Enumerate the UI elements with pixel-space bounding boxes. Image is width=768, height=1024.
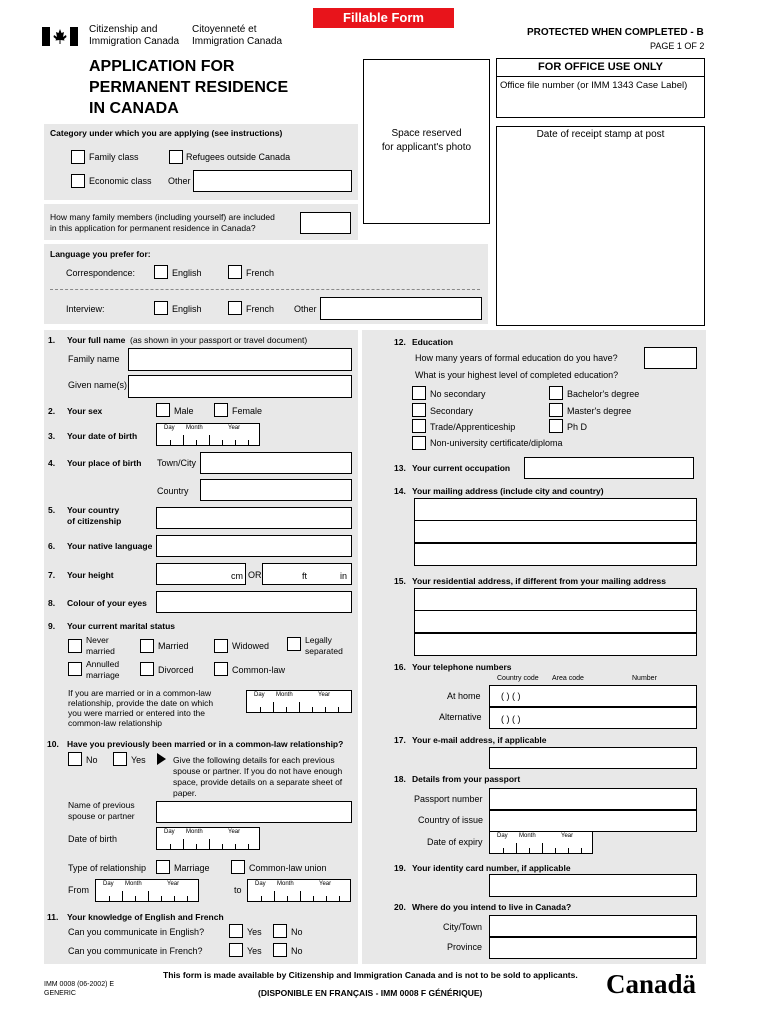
q4-number: 4. xyxy=(48,458,56,468)
french-yes-label: Yes xyxy=(247,946,262,956)
dept-fr-line1: Citoyenneté et xyxy=(192,24,257,35)
photo-text-1: Space reserved xyxy=(391,128,462,139)
footer-note: This form is made available by Citizenship and Immigration Canada and is not to be sold to applicants. xyxy=(163,970,578,980)
mailing-address-line2[interactable] xyxy=(414,520,697,543)
q10-label: Have you previously been married or in a common-law relationship? xyxy=(67,739,344,749)
q10-give-4: paper. xyxy=(173,788,197,798)
rel-common-law-checkbox[interactable] xyxy=(231,860,245,874)
dept-fr-line2: Immigration Canada xyxy=(192,36,283,47)
french-yes-checkbox[interactable] xyxy=(229,943,243,957)
never-married-checkbox[interactable] xyxy=(68,639,82,653)
height-or: OR xyxy=(248,570,262,580)
q5-number: 5. xyxy=(48,505,56,515)
never-married-label-2: married xyxy=(86,646,115,656)
q15-label: Your residential address, if different from your mailing address xyxy=(412,576,666,586)
q19-number: 19. xyxy=(394,863,406,873)
english-yes-checkbox[interactable] xyxy=(229,924,243,938)
prev-dob-label: Date of birth xyxy=(68,834,118,844)
protected-label: PROTECTED WHEN COMPLETED - B xyxy=(527,27,704,38)
mailing-address-line3[interactable] xyxy=(414,543,697,566)
divorced-checkbox[interactable] xyxy=(140,662,154,676)
french-no-checkbox[interactable] xyxy=(273,943,287,957)
q20-number: 20. xyxy=(394,902,406,912)
alt-phone-label: Alternative xyxy=(439,712,482,722)
height-ft-unit: ft xyxy=(302,571,308,581)
category-other-label: Other xyxy=(168,176,191,186)
marriage-date-text-1: If you are married or in a common-law xyxy=(68,688,212,698)
eye-colour-input[interactable] xyxy=(156,591,352,613)
birth-town-label: Town/City xyxy=(157,458,197,468)
refugees-label: Refugees outside Canada xyxy=(186,152,291,162)
citizenship-input[interactable] xyxy=(156,507,352,529)
q14-number: 14. xyxy=(394,486,406,496)
legally-separated-label-2: separated xyxy=(305,646,343,656)
married-checkbox[interactable] xyxy=(140,639,154,653)
english-no-checkbox[interactable] xyxy=(273,924,287,938)
birth-country-input[interactable] xyxy=(200,479,352,501)
phd-label: Ph D xyxy=(567,422,588,432)
bachelor-checkbox[interactable] xyxy=(549,386,563,400)
english-yes-label: Yes xyxy=(247,927,262,937)
q11-label: Your knowledge of English and French xyxy=(67,912,224,922)
form-title-2: PERMANENT RESIDENCE xyxy=(89,79,289,96)
q18-number: 18. xyxy=(394,774,406,784)
secondary-label: Secondary xyxy=(430,406,474,416)
phd-checkbox[interactable] xyxy=(549,419,563,433)
family-name-input[interactable] xyxy=(128,348,352,371)
master-checkbox[interactable] xyxy=(549,403,563,417)
from-label: From xyxy=(68,885,89,895)
q2-label: Your sex xyxy=(67,406,103,416)
city-label: City/Town xyxy=(443,922,483,932)
q10-give-1: Give the following details for each previous xyxy=(173,755,335,765)
annulled-checkbox[interactable] xyxy=(68,662,82,676)
receipt-stamp-label: Date of receipt stamp at post xyxy=(536,129,665,140)
q10-number: 10. xyxy=(47,739,59,749)
page-number: PAGE 1 OF 2 xyxy=(650,41,705,51)
family-class-label: Family class xyxy=(89,152,139,162)
edu-years-input[interactable] xyxy=(644,347,697,369)
sex-female-label: Female xyxy=(232,406,263,416)
members-question-1: How many family members (including yourself) are included xyxy=(50,212,275,222)
trade-label: Trade/Apprenticeship xyxy=(430,422,516,432)
interview-english-label: English xyxy=(172,304,202,314)
q6-label: Your native language xyxy=(67,541,153,551)
mailing-address-line1[interactable] xyxy=(414,498,697,521)
interview-other-label: Other xyxy=(294,304,317,314)
family-name-label: Family name xyxy=(68,354,120,364)
canada-flag-icon xyxy=(42,27,78,46)
dept-en-line1: Citizenship and xyxy=(89,24,158,35)
number-label: Number xyxy=(632,675,657,682)
q12-number: 12. xyxy=(394,337,406,347)
given-names-label: Given name(s) xyxy=(68,380,128,390)
english-no-label: No xyxy=(291,927,303,937)
married-label: Married xyxy=(158,641,189,651)
native-language-input[interactable] xyxy=(156,535,352,557)
common-law-label: Common-law xyxy=(232,665,286,675)
edu-level-question: What is your highest level of completed education? xyxy=(415,370,619,380)
given-names-input[interactable] xyxy=(128,375,352,398)
q15-number: 15. xyxy=(394,576,406,586)
alt-phone-parens: ( ) ( ) xyxy=(501,714,521,724)
canada-wordmark: Canadä xyxy=(606,969,697,999)
widowed-checkbox[interactable] xyxy=(214,639,228,653)
interview-french-checkbox[interactable] xyxy=(228,301,242,315)
economic-class-label: Economic class xyxy=(89,176,152,186)
bachelor-label: Bachelor's degree xyxy=(567,389,640,399)
category-label: Category under which you are applying (see instructions) xyxy=(50,128,283,138)
q9-number: 9. xyxy=(48,621,56,631)
economic-class-checkbox[interactable] xyxy=(71,174,85,188)
q5-label-1: Your country xyxy=(67,505,120,515)
corr-french-checkbox[interactable] xyxy=(228,265,242,279)
to-date-input[interactable]: Day Month Year xyxy=(247,879,351,902)
province-input[interactable] xyxy=(489,937,697,959)
q9-label: Your current marital status xyxy=(67,621,176,631)
annulled-label-1: Annulled xyxy=(86,659,120,669)
q16-number: 16. xyxy=(394,662,406,672)
members-count-input[interactable] xyxy=(300,212,351,234)
secondary-checkbox[interactable] xyxy=(412,403,426,417)
corr-english-label: English xyxy=(172,268,202,278)
office-file-label: Office file number (or IMM 1343 Case Label) xyxy=(500,80,688,91)
q8-label: Colour of your eyes xyxy=(67,598,147,608)
occupation-input[interactable] xyxy=(524,457,694,479)
marriage-date-text-4: common-law relationship xyxy=(68,718,163,728)
height-in-unit: in xyxy=(340,571,348,581)
form-title-3: IN CANADA xyxy=(89,100,179,117)
q17-label: Your e-mail address, if applicable xyxy=(412,735,547,745)
english-question: Can you communicate in English? xyxy=(68,927,205,937)
prev-spouse-label-1: Name of previous xyxy=(68,800,135,810)
family-class-checkbox[interactable] xyxy=(71,150,85,164)
height-cm-unit: cm xyxy=(231,571,243,581)
residential-address-line3[interactable] xyxy=(414,633,697,656)
email-input[interactable] xyxy=(489,747,697,769)
passport-number-input[interactable] xyxy=(489,788,697,810)
fillable-form-banner: Fillable Form xyxy=(313,8,454,28)
common-law-checkbox[interactable] xyxy=(214,662,228,676)
dept-en-line2: Immigration Canada xyxy=(89,36,180,47)
rel-common-law-label: Common-law union xyxy=(249,863,327,873)
marriage-date-text-2: relationship, provide the date on which xyxy=(68,698,214,708)
q13-number: 13. xyxy=(394,463,406,473)
annulled-label-2: marriage xyxy=(86,670,120,680)
country-issue-input[interactable] xyxy=(489,810,697,832)
q8-number: 8. xyxy=(48,598,56,608)
q2-number: 2. xyxy=(48,406,56,416)
prev-married-yes-checkbox[interactable] xyxy=(113,752,127,766)
home-phone-parens: ( ) ( ) xyxy=(501,691,521,701)
city-input[interactable] xyxy=(489,915,697,937)
q16-label: Your telephone numbers xyxy=(412,662,512,672)
sex-male-label: Male xyxy=(174,406,194,416)
corr-french-label: French xyxy=(246,268,275,278)
dob-input[interactable]: Day Month Year xyxy=(156,423,260,446)
office-use-title: FOR OFFICE USE ONLY xyxy=(538,61,663,73)
prev-dob-input[interactable]: Day Month Year xyxy=(156,827,260,850)
q6-number: 6. xyxy=(48,541,56,551)
q17-number: 17. xyxy=(394,735,406,745)
home-phone-label: At home xyxy=(447,691,481,701)
q5-label-2: of citizenship xyxy=(67,516,122,526)
q13-label: Your current occupation xyxy=(412,463,511,473)
q7-number: 7. xyxy=(48,570,56,580)
q7-label: Your height xyxy=(67,570,114,580)
province-label: Province xyxy=(447,942,483,952)
country-code-label: Country code xyxy=(497,675,539,682)
edu-years-question: How many years of formal education do you have? xyxy=(415,353,618,363)
q3-label: Your date of birth xyxy=(67,431,138,441)
french-question: Can you communicate in French? xyxy=(68,946,203,956)
interview-french-label: French xyxy=(246,304,275,314)
french-no-label: No xyxy=(291,946,303,956)
q14-label: Your mailing address (include city and country) xyxy=(412,486,604,496)
legally-separated-checkbox[interactable] xyxy=(287,637,301,651)
q1-label: Your full name xyxy=(67,335,126,345)
correspondence-label: Correspondence: xyxy=(66,268,136,278)
q20-label: Where do you intend to live in Canada? xyxy=(412,902,572,912)
identity-card-input[interactable] xyxy=(489,874,697,897)
rel-marriage-checkbox[interactable] xyxy=(156,860,170,874)
prev-spouse-input[interactable] xyxy=(156,801,352,823)
marriage-date-input[interactable]: Day Month Year xyxy=(246,690,352,713)
sex-male-checkbox[interactable] xyxy=(156,403,170,417)
never-married-label-1: Never xyxy=(86,635,109,645)
residential-address-line1[interactable] xyxy=(414,588,697,611)
refugees-checkbox[interactable] xyxy=(169,150,183,164)
prev-spouse-label-2: spouse or partner xyxy=(68,811,135,821)
master-label: Master's degree xyxy=(567,406,632,416)
birth-country-label: Country xyxy=(157,486,189,496)
form-title-1: APPLICATION FOR xyxy=(89,58,235,75)
interview-other-input[interactable] xyxy=(320,297,482,320)
prev-married-no-checkbox[interactable] xyxy=(68,752,82,766)
interview-english-checkbox[interactable] xyxy=(154,301,168,315)
q4-label: Your place of birth xyxy=(67,458,142,468)
expiry-label: Date of expiry xyxy=(427,837,483,847)
receipt-stamp-box xyxy=(496,126,705,326)
category-other-input[interactable] xyxy=(193,170,352,192)
to-label: to xyxy=(234,885,242,895)
q1-hint: (as shown in your passport or travel document) xyxy=(130,335,308,345)
q1-number: 1. xyxy=(48,335,56,345)
birth-town-input[interactable] xyxy=(200,452,352,474)
q11-number: 11. xyxy=(47,912,59,922)
passport-number-label: Passport number xyxy=(414,794,483,804)
widowed-label: Widowed xyxy=(232,641,270,651)
rel-marriage-label: Marriage xyxy=(174,863,210,873)
expiry-date-input[interactable]: Day Month Year xyxy=(489,831,593,854)
prev-married-no-label: No xyxy=(86,755,98,765)
prev-married-yes-label: Yes xyxy=(131,755,146,765)
interview-label: Interview: xyxy=(66,304,105,314)
q3-number: 3. xyxy=(48,431,56,441)
country-issue-label: Country of issue xyxy=(418,815,484,825)
q19-label: Your identity card number, if applicable xyxy=(412,863,571,873)
footer-french: (DISPONIBLE EN FRANÇAIS - IMM 0008 F GÉNÉRIQUE) xyxy=(258,988,483,998)
non-university-label: Non-university certificate/diploma xyxy=(430,438,563,448)
legally-separated-label-1: Legally xyxy=(305,635,332,645)
non-university-checkbox[interactable] xyxy=(412,436,426,450)
q18-label: Details from your passport xyxy=(412,774,521,784)
photo-text-2: for applicant's photo xyxy=(381,142,472,153)
area-code-label: Area code xyxy=(552,675,584,682)
no-secondary-label: No secondary xyxy=(430,389,486,399)
q10-give-2: spouse or partner. If you do not have enough xyxy=(173,766,343,776)
arrow-right-icon xyxy=(157,753,166,765)
corr-english-checkbox[interactable] xyxy=(154,265,168,279)
relationship-type-label: Type of relationship xyxy=(68,863,147,873)
sex-female-checkbox[interactable] xyxy=(214,403,228,417)
divorced-label: Divorced xyxy=(158,665,194,675)
q10-give-3: space, provide details on a separate sheet of xyxy=(173,777,343,787)
marriage-date-text-3: you were married or entered into the xyxy=(68,708,206,718)
form-code: IMM 0008 (06-2002) E xyxy=(44,981,115,988)
q12-label: Education xyxy=(412,337,454,347)
no-secondary-checkbox[interactable] xyxy=(412,386,426,400)
members-question-2: in this application for permanent residence in Canada? xyxy=(50,223,256,233)
language-label: Language you prefer for: xyxy=(50,249,151,259)
residential-address-line2[interactable] xyxy=(414,610,697,633)
trade-checkbox[interactable] xyxy=(412,419,426,433)
from-date-input[interactable]: Day Month Year xyxy=(95,879,199,902)
form-code-generic: GENERIC xyxy=(44,990,76,997)
